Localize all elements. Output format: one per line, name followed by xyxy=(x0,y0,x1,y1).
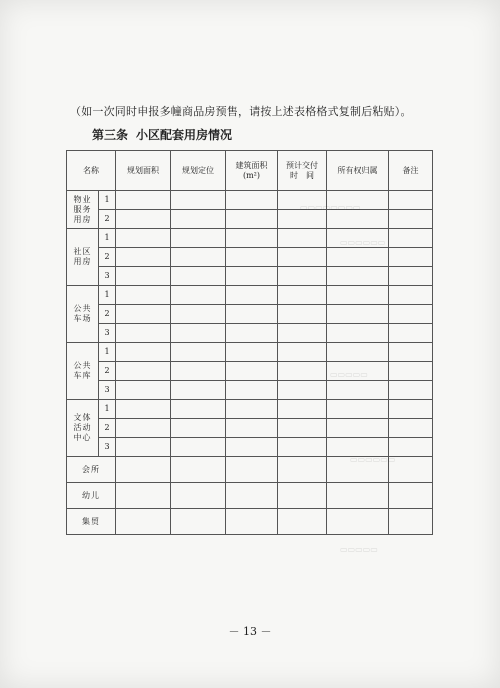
category-label-line: 文体 xyxy=(73,413,92,422)
table-cell[interactable] xyxy=(327,509,389,535)
table-cell[interactable] xyxy=(116,305,171,324)
table-cell[interactable] xyxy=(278,438,327,457)
table-cell[interactable] xyxy=(226,267,278,286)
bleed-through-text: ▭▭▭▭▭▭▭▭ xyxy=(300,203,361,212)
category-label xyxy=(67,457,116,483)
table-row xyxy=(67,248,433,267)
table-cell[interactable] xyxy=(389,267,433,286)
table-cell[interactable] xyxy=(327,286,389,305)
table-cell[interactable] xyxy=(116,362,171,381)
table-cell[interactable] xyxy=(327,381,389,400)
row-index: 2 xyxy=(99,248,116,267)
row-index: 2 xyxy=(99,419,116,438)
table-cell[interactable] xyxy=(171,381,226,400)
table-cell[interactable] xyxy=(171,483,226,509)
table-cell[interactable] xyxy=(327,210,389,229)
table-cell[interactable] xyxy=(226,229,278,248)
category-label-line: 公共 xyxy=(73,361,92,370)
table-cell[interactable] xyxy=(171,286,226,305)
table-cell[interactable] xyxy=(327,483,389,509)
table-cell[interactable] xyxy=(226,457,278,483)
table-row xyxy=(67,267,433,286)
table-row xyxy=(67,286,433,305)
table-cell[interactable] xyxy=(116,324,171,343)
table-row xyxy=(67,305,433,324)
section-heading xyxy=(92,126,232,143)
table-cell[interactable] xyxy=(116,343,171,362)
table-cell[interactable] xyxy=(278,509,327,535)
row-index: 1 xyxy=(99,343,116,362)
table-cell[interactable] xyxy=(389,191,433,210)
row-index: 3 xyxy=(99,381,116,400)
table-cell[interactable] xyxy=(226,419,278,438)
table-cell[interactable] xyxy=(389,509,433,535)
table-cell[interactable] xyxy=(278,267,327,286)
table-row xyxy=(67,210,433,229)
table-cell[interactable] xyxy=(278,400,327,419)
bleed-through-text: ▭▭▭▭▭▭ xyxy=(340,238,386,247)
table-cell[interactable] xyxy=(278,362,327,381)
table-cell[interactable] xyxy=(278,419,327,438)
table-cell[interactable] xyxy=(278,483,327,509)
table-cell[interactable] xyxy=(278,229,327,248)
table-cell[interactable] xyxy=(116,400,171,419)
table-cell[interactable] xyxy=(116,191,171,210)
row-index: 1 xyxy=(99,286,116,305)
table-cell[interactable] xyxy=(327,324,389,343)
header-built-area-label: 建筑面积 xyxy=(235,160,268,170)
table-cell[interactable] xyxy=(171,305,226,324)
row-index: 2 xyxy=(99,362,116,381)
row-index: 1 xyxy=(99,229,116,248)
category-label-line: 活动 xyxy=(73,423,92,432)
category-label-line: 用房 xyxy=(73,257,92,266)
header-delivery-time xyxy=(278,151,327,191)
table-cell[interactable] xyxy=(327,438,389,457)
table-cell[interactable] xyxy=(389,324,433,343)
category-label-line: 车场 xyxy=(73,314,92,323)
table-cell[interactable] xyxy=(116,509,171,535)
table-cell[interactable] xyxy=(226,286,278,305)
table-cell[interactable] xyxy=(226,483,278,509)
facilities-table xyxy=(66,150,433,535)
category-label-line: 幼儿 xyxy=(82,490,100,500)
table-cell[interactable] xyxy=(226,210,278,229)
table-row xyxy=(67,400,433,419)
table-cell[interactable] xyxy=(171,248,226,267)
table-cell[interactable] xyxy=(389,400,433,419)
table-cell[interactable] xyxy=(278,324,327,343)
table-cell[interactable] xyxy=(116,248,171,267)
table-cell[interactable] xyxy=(116,286,171,305)
category-label xyxy=(67,286,99,343)
table-cell[interactable] xyxy=(171,438,226,457)
table-cell[interactable] xyxy=(226,191,278,210)
row-index: 3 xyxy=(99,267,116,286)
category-label xyxy=(67,509,116,535)
category-label-line: 集贸 xyxy=(82,516,100,526)
table-cell[interactable] xyxy=(327,305,389,324)
category-label xyxy=(67,229,99,286)
table-cell[interactable] xyxy=(171,267,226,286)
table-row xyxy=(67,509,433,535)
table-cell[interactable] xyxy=(389,438,433,457)
table-cell[interactable] xyxy=(389,286,433,305)
header-name: 名称 xyxy=(67,151,116,191)
table-cell[interactable] xyxy=(226,400,278,419)
header-delivery-line2: 时 间 xyxy=(290,170,314,180)
article-number: 第三条 xyxy=(92,128,129,142)
table-cell[interactable] xyxy=(116,229,171,248)
bleed-through-text: ▭▭▭▭▭ xyxy=(340,545,378,554)
table-cell[interactable] xyxy=(171,229,226,248)
table-cell[interactable] xyxy=(226,438,278,457)
table-row xyxy=(67,438,433,457)
table-cell[interactable] xyxy=(116,457,171,483)
table-cell[interactable] xyxy=(278,305,327,324)
bleed-through-text: ▭▭▭▭▭▭ xyxy=(350,455,396,464)
table-row xyxy=(67,343,433,362)
table-cell[interactable] xyxy=(171,343,226,362)
table-cell[interactable] xyxy=(389,305,433,324)
table-cell[interactable] xyxy=(116,267,171,286)
table-row xyxy=(67,324,433,343)
category-label-line: 物业 xyxy=(73,194,92,204)
table-cell[interactable] xyxy=(226,381,278,400)
table-cell[interactable] xyxy=(116,419,171,438)
header-built-area xyxy=(226,151,278,191)
category-label xyxy=(67,400,99,457)
table-cell[interactable] xyxy=(327,267,389,286)
category-label xyxy=(67,343,99,400)
table-cell[interactable] xyxy=(226,248,278,267)
table-cell[interactable] xyxy=(327,343,389,362)
table-cell[interactable] xyxy=(389,229,433,248)
category-label xyxy=(67,483,116,509)
row-index: 1 xyxy=(99,400,116,419)
table-cell[interactable] xyxy=(226,362,278,381)
header-ownership: 所有权归属 xyxy=(327,151,389,191)
table-cell[interactable] xyxy=(278,381,327,400)
category-label xyxy=(67,191,99,229)
instruction-note: （如一次同时申报多幢商品房预售，请按上述表格格式复制后粘贴）。 xyxy=(70,105,412,118)
table-cell[interactable] xyxy=(226,509,278,535)
header-built-area-unit: (m²) xyxy=(242,170,261,180)
table-row xyxy=(67,381,433,400)
table-cell[interactable] xyxy=(327,248,389,267)
table-cell[interactable] xyxy=(226,343,278,362)
table-cell[interactable] xyxy=(389,419,433,438)
table-cell[interactable] xyxy=(278,343,327,362)
table-cell[interactable] xyxy=(389,343,433,362)
category-label-line: 车库 xyxy=(73,371,92,380)
page-number: － 13 － xyxy=(228,625,272,638)
table-row xyxy=(67,362,433,381)
table-cell[interactable] xyxy=(389,210,433,229)
table-cell[interactable] xyxy=(278,210,327,229)
header-planned-area: 规划面积 xyxy=(116,151,171,191)
bleed-through-text: ▭▭▭▭▭ xyxy=(330,370,368,379)
table-cell[interactable] xyxy=(116,381,171,400)
table-cell[interactable] xyxy=(389,381,433,400)
table-cell[interactable] xyxy=(171,210,226,229)
header-remarks: 备注 xyxy=(389,151,433,191)
table-row xyxy=(67,419,433,438)
table-cell[interactable] xyxy=(278,248,327,267)
table-cell[interactable] xyxy=(116,438,171,457)
table-cell[interactable] xyxy=(389,362,433,381)
category-label-line: 中心 xyxy=(73,433,92,442)
table-cell[interactable] xyxy=(278,457,327,483)
row-index: 2 xyxy=(99,210,116,229)
header-delivery-line1: 预计交付 xyxy=(286,160,318,170)
table-cell[interactable] xyxy=(171,191,226,210)
table-cell[interactable] xyxy=(278,286,327,305)
category-label-line: 用房 xyxy=(73,214,92,224)
row-index: 1 xyxy=(99,191,116,210)
table-cell[interactable] xyxy=(389,483,433,509)
header-planned-location: 规划定位 xyxy=(171,151,226,191)
table-cell[interactable] xyxy=(171,362,226,381)
table-cell[interactable] xyxy=(116,210,171,229)
table-cell[interactable] xyxy=(171,509,226,535)
table-cell[interactable] xyxy=(226,305,278,324)
table-cell[interactable] xyxy=(116,483,171,509)
table-cell[interactable] xyxy=(171,419,226,438)
table-cell[interactable] xyxy=(226,324,278,343)
table-cell[interactable] xyxy=(389,248,433,267)
row-index: 2 xyxy=(99,305,116,324)
row-index: 3 xyxy=(99,324,116,343)
table-row xyxy=(67,483,433,509)
table-cell[interactable] xyxy=(327,419,389,438)
table-cell[interactable] xyxy=(171,457,226,483)
section-title: 小区配套用房情况 xyxy=(136,128,233,142)
category-label-line: 会所 xyxy=(82,464,100,474)
row-index: 3 xyxy=(99,438,116,457)
category-label-line: 公共 xyxy=(73,304,92,313)
category-label-line: 服务 xyxy=(73,204,92,214)
category-label-line: 社区 xyxy=(73,247,92,256)
table-cell[interactable] xyxy=(327,400,389,419)
table-cell[interactable] xyxy=(171,400,226,419)
table-header-row xyxy=(67,151,433,191)
table-cell[interactable] xyxy=(171,324,226,343)
table-row xyxy=(67,191,433,210)
